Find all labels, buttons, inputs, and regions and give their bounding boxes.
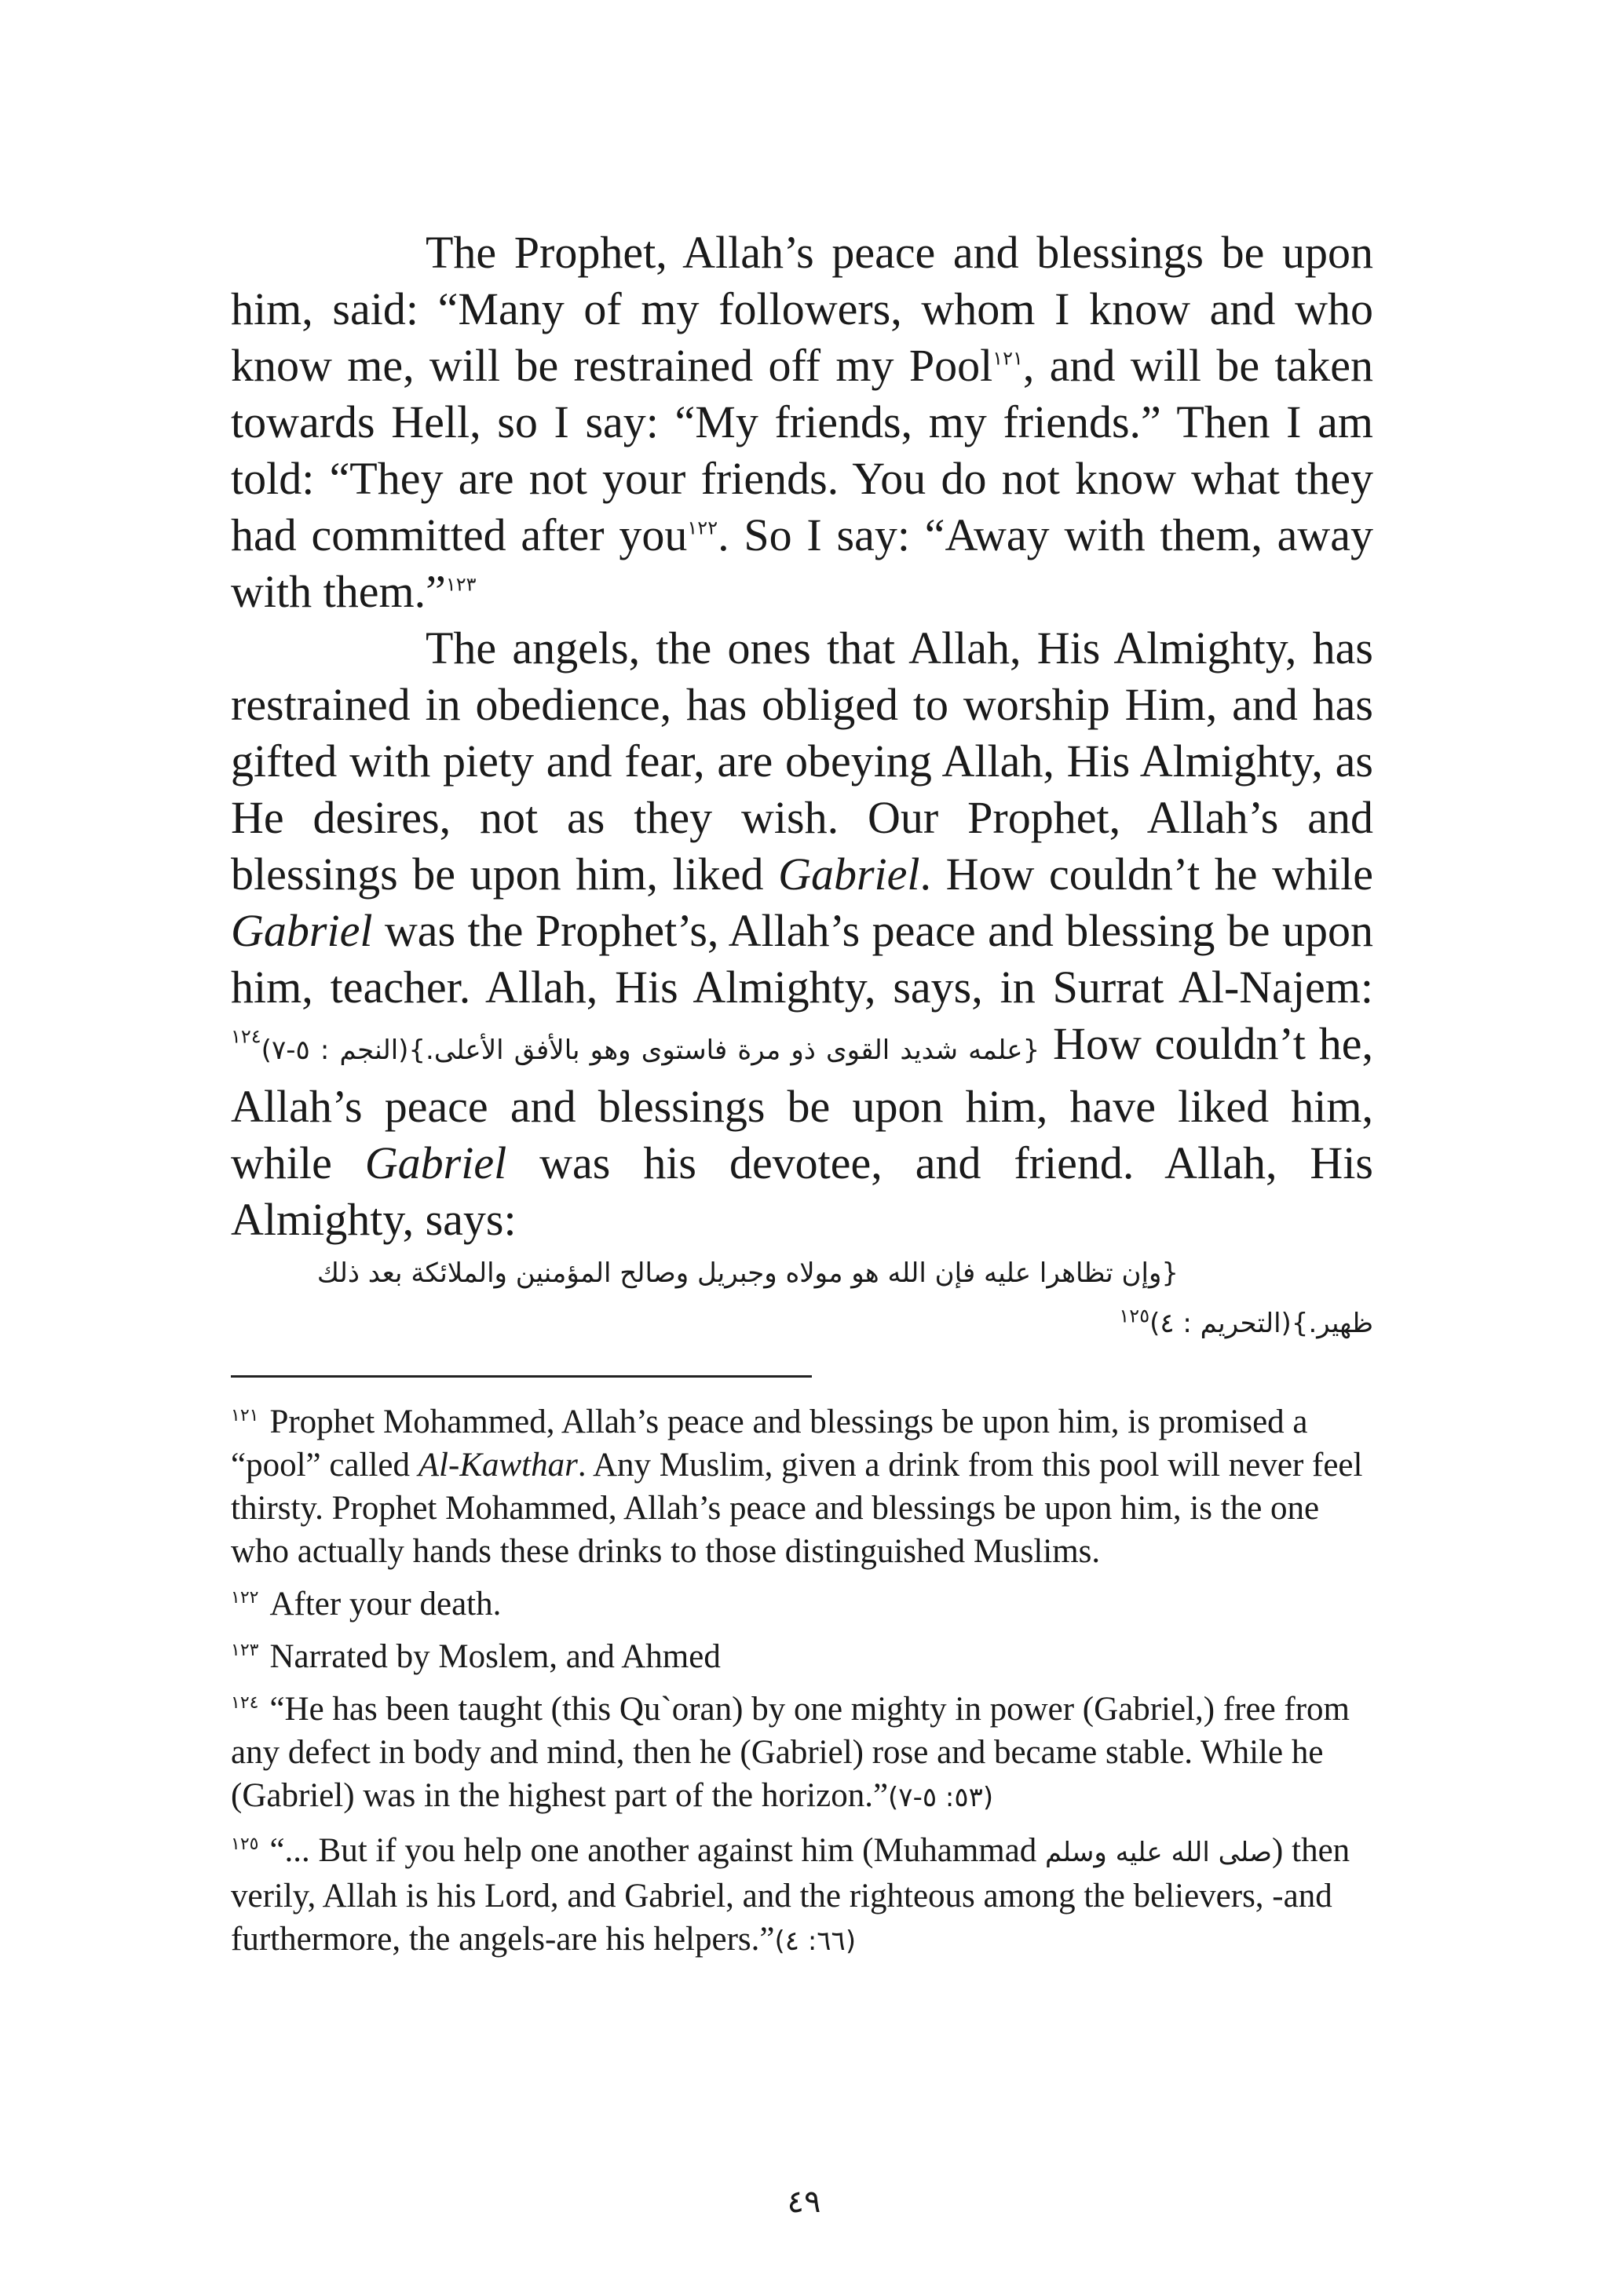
footnotes [231, 1400, 1373, 1973]
footnote-ref-123[interactable]: ١٢٣ [445, 573, 477, 596]
paragraph-2-text-c: was the Prophet’s, Allah’s peace and blessing be upon him, teacher. Allah, His Almighty, says, in Surrat Al-Najem: [231, 905, 1373, 1013]
paragraph-2-text-b: . How couldn’t he while [919, 849, 1373, 900]
footnote-123-text: Narrated by Moslem, and Ahmed [269, 1638, 721, 1675]
footnote-number: ١٢٤ [231, 1692, 259, 1713]
gabriel-italic-3: Gabriel [364, 1137, 507, 1188]
footnote-124-text: “He has been taught (this Qu`oran) by one mighty in power (Gabriel,) free from any defect in body and mind, then he (Gabriel) rose and became stable. While he (Gabriel) was in the highest part of the horizon.” [231, 1691, 1350, 1814]
footnote-124-ref: (٥٣: ٥-٧) [888, 1782, 994, 1813]
footnote-number: ١٢٥ [231, 1834, 259, 1854]
footnote-number: ١٢٣ [231, 1640, 259, 1660]
quran-quote-najm: {علمه شديد القوى ذو مرة فاستوى وهو بالأفق الأعلى.}(النجم : ٥-٧) [261, 1035, 1040, 1066]
footnote-125 [231, 1829, 1373, 1963]
footnote-124 [231, 1688, 1373, 1820]
footnote-125-arabic: صلى الله عليه وسلم [1045, 1837, 1273, 1868]
paragraph-2 [231, 620, 1373, 1349]
footnote-number: ١٢١ [231, 1405, 259, 1425]
paragraph-1-text-c: . So I say: “Away with them, away with them.” [231, 509, 1373, 617]
footnote-125-text-a: “... But if you help one another against him (Muhammad [269, 1832, 1046, 1869]
footnote-125-text-b: ) then verily, Allah is his Lord, and Gabriel, and the righteous among the believers, -and furthermore, the angels-are his helpers.” [231, 1832, 1350, 1958]
gabriel-italic-2: Gabriel [231, 905, 373, 956]
paragraph-2-text-d: How couldn’t he, Allah’s peace and blessings be upon him, have liked him, while [231, 1018, 1373, 1188]
paragraph-2-text-e: was his devotee, and friend. Allah, His Almighty, says: [231, 1137, 1373, 1245]
footnote-121-text-a: Prophet Mohammed, Allah’s peace and blessings be upon him, is promised a “pool” called [231, 1404, 1308, 1484]
footnote-121 [231, 1400, 1373, 1573]
footnote-121-kawthar: Al-Kawthar [418, 1447, 578, 1484]
footnote-separator [231, 1375, 812, 1378]
footnote-123 [231, 1635, 1373, 1678]
footnote-ref-125[interactable]: ١٢٥ [1119, 1305, 1150, 1327]
footnote-ref-124[interactable]: ١٢٤ [231, 1025, 261, 1048]
paragraph-1 [231, 224, 1373, 620]
main-text [231, 224, 1373, 1349]
footnote-number: ١٢٢ [231, 1587, 259, 1608]
footnote-125-ref: (٦٦: ٤) [774, 1926, 857, 1957]
footnote-ref-121[interactable]: ١٢١ [992, 347, 1023, 370]
footnote-122-text: After your death. [269, 1586, 502, 1623]
gabriel-italic-1: Gabriel [778, 849, 920, 900]
footnote-121-text-b: . Any Muslim, given a drink from this pool will never feel thirsty. Prophet Mohammed, Allah’s peace and blessings be upon him, is the one who actually hands these drinks to those distinguished Muslims. [231, 1447, 1363, 1570]
page-number: ٤٩ [787, 2184, 821, 2220]
paragraph-2-text-a: The angels, the ones that Allah, His Almighty, has restrained in obedience, has obliged to worship Him, and has gifted with piety and fear, are obeying Allah, His Almighty, as He desires, not as they wish. Our Prophet, Allah’s and blessings be upon him, liked [231, 622, 1373, 900]
paragraph-1-text-b: , and will be taken towards Hell, so I say: “My friends, my friends.” Then I am told: “They are not your friends. You do not know what they had committed after you [231, 340, 1373, 560]
quran-quote-tahrim-line [231, 1248, 1373, 1349]
paragraph-1-text-a: The Prophet, Allah’s peace and blessings be upon him, said: “Many of my followers, whom I know and who know me, will be restrained off my Pool [231, 227, 1373, 391]
footnote-ref-122[interactable]: ١٢٢ [687, 517, 718, 539]
quran-quote-tahrim: {وإن تظاهرا عليه فإن الله هو مولاه وجبريل وصالح المؤمنين والملائكة بعد ذلك ظهير.}(التحريم : ٤) [316, 1258, 1373, 1339]
footnote-122 [231, 1582, 1373, 1626]
